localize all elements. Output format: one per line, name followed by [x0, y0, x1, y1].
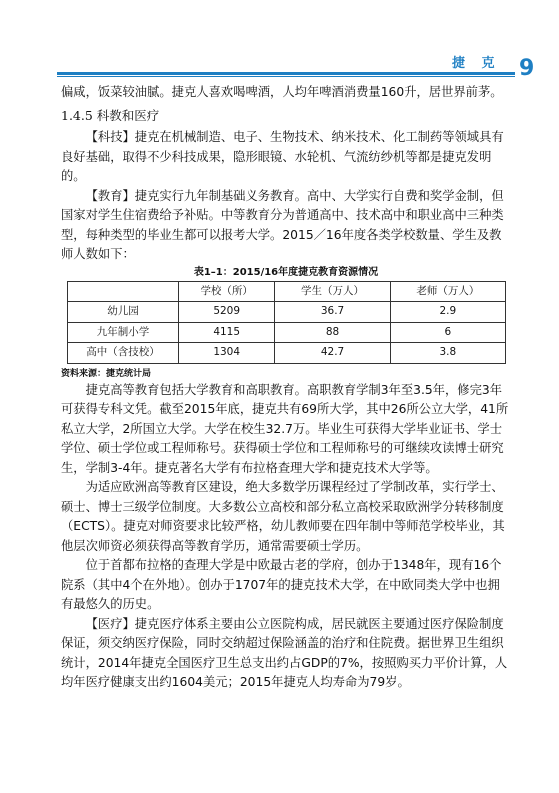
table-cell: 九年制小学 [68, 322, 179, 343]
table-cell: 1304 [179, 343, 275, 364]
table-cell: 36.7 [275, 302, 390, 323]
paragraph-intro: 偏咸，饭菜较油腻。捷克人喜欢喝啤酒，人均年啤酒消费量160升，居世界前茅。 [61, 85, 503, 99]
paragraph-degree-reform: 为适应欧洲高等教育区建设，绝大多数学历课程经过了学制改革，实行学士、硕士、博士三级学位制度。大多数公立高校和部分私立高校采取欧洲学分转移制度（ECTS）。捷克对师资要求比较严格，幼儿教师要在四年制中等师范学校毕业，其他层次师资必须获得高等教育学历，通常需要硕士学历。 [61, 480, 505, 553]
header-rule-thin [57, 76, 515, 77]
table-cell: 42.7 [275, 343, 390, 364]
table-header-cell: 学校（所） [179, 281, 275, 302]
header-rule [57, 72, 515, 75]
table-caption: 表1–1：2015/16年度捷克教育资源情况 [193, 266, 379, 278]
paragraph-education: 【教育】捷克实行九年制基础义务教育。高中、大学实行自费和奖学金制，但国家对学生住宿费给予补贴。中等教育分为普通高中、技术高中和职业高中三种类型，每种类型的毕业生都可以报考大学。2015／16年度各类学校数量、学生及教师人数如下： [61, 188, 504, 261]
table-cell: 88 [275, 322, 390, 343]
table-header-cell [68, 281, 179, 302]
running-header-title: 捷 克 [452, 56, 501, 71]
page-number: 9 [519, 56, 535, 81]
table-header-cell: 学生（万人） [275, 281, 390, 302]
table-source: 资料来源：捷克统计局 [61, 368, 152, 379]
section-heading: 1.4.5 科教和医疗 [61, 107, 160, 123]
table-cell: 3.8 [390, 343, 505, 364]
table-row [68, 322, 506, 343]
table-header-row [68, 281, 506, 302]
education-resources-table [67, 281, 506, 364]
page-body [61, 83, 511, 693]
table-cell: 幼儿园 [68, 302, 179, 323]
paragraph-healthcare: 【医疗】捷克医疗体系主要由公立医院构成，居民就医主要通过医疗保险制度保证，须交纳医疗保险，同时交纳超过保险涵盖的治疗和住院费。据世界卫生组织统计，2014年捷克全国医疗卫生总支出约占GDP的7%，按照购买力平价计算，人均年医疗健康支出约1604美元；2015年捷克人均寿命为79岁。 [61, 616, 508, 689]
table-cell: 6 [390, 322, 505, 343]
table-row [68, 343, 506, 364]
table-cell: 4115 [179, 322, 275, 343]
table-cell: 高中（含技校） [68, 343, 179, 364]
table-header-cell: 老师（万人） [390, 281, 505, 302]
paragraph-universities: 位于首都布拉格的查理大学是中欧最古老的学府，创办于1348年，现有16个院系（其中4个在外地）。创办于1707年的捷克技术大学，在中欧同类大学中也拥有最悠久的历史。 [61, 558, 502, 611]
table-cell: 5209 [179, 302, 275, 323]
paragraph-higher-education: 捷克高等教育包括大学教育和高职教育。高职教育学制3年至3.5年，修完3年可获得专科文凭。截至2015年底，捷克共有69所大学，其中26所公立大学，41所私立大学，2所国立大学。大学在校生32.7万。毕业生可获得大学毕业证书、学士学位、硕士学位或工程师称号。获得硕士学位和工程师称号的可继续攻读博士研究生，学制3-4年。捷克著名大学有布拉格查理大学和捷克技术大学等。 [61, 382, 509, 475]
paragraph-science: 【科技】捷克在机械制造、电子、生物技术、纳米技术、化工制药等领域具有良好基础，取得不少科技成果，隐形眼镜、水轮机、气流纺纱机等都是捷克发明的。 [61, 130, 504, 183]
table-cell: 2.9 [390, 302, 505, 323]
table-row [68, 302, 506, 323]
